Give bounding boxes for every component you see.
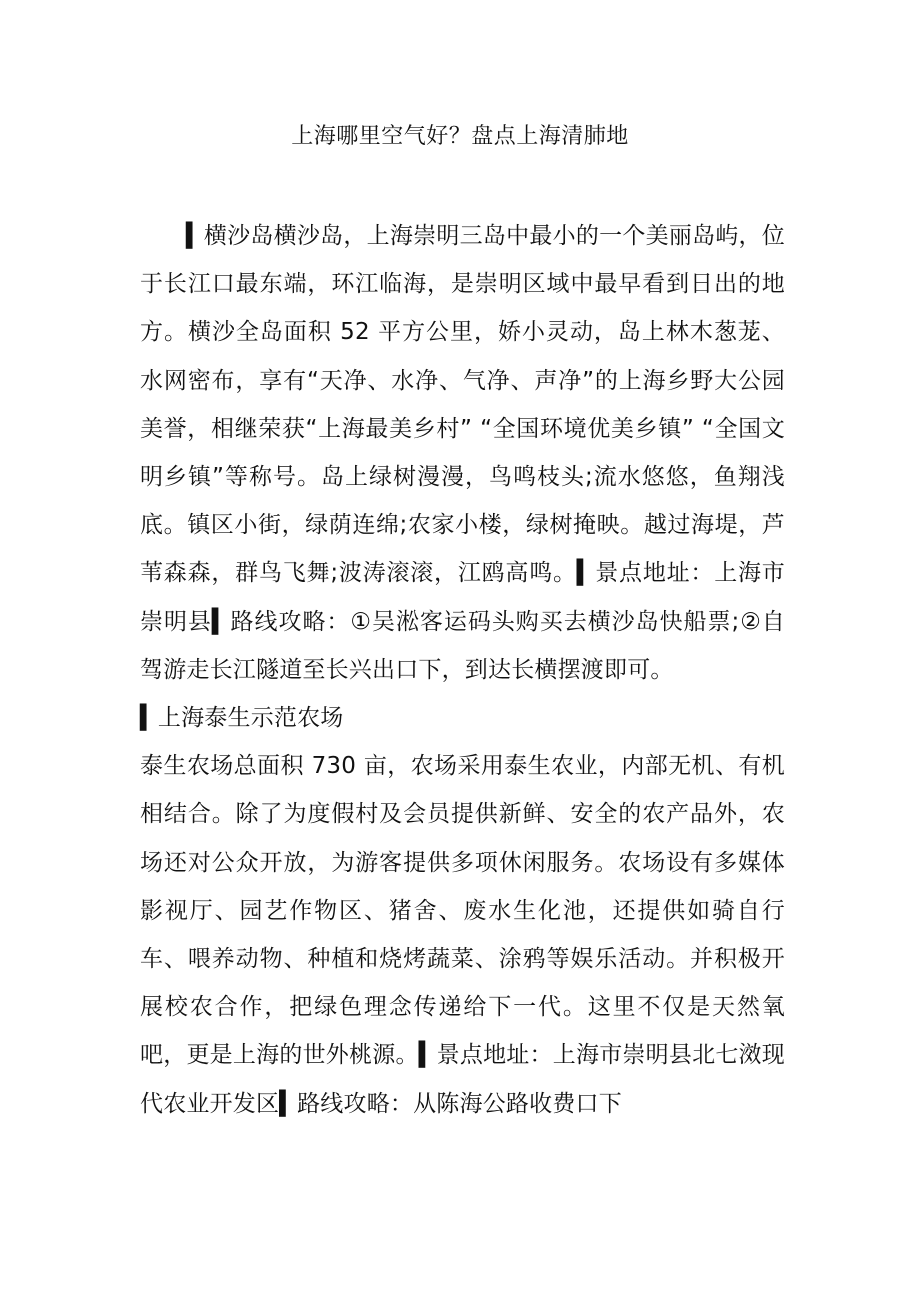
- paragraph-hengsha-island: ▍横沙岛横沙岛，上海崇明三岛中最小的一个美丽岛屿，位于长江口最东端，环江临海，是崇明区域中最早看到日出的地方。横沙全岛面积 52 平方公里，娇小灵动，岛上林木葱茏、水网密布，享有“天净、水净、气净、声净”的上海乡野大公园美誉，相继荣获“上海最美乡村” “全国环境优美乡镇” “全国文明乡镇”等称号。岛上绿树漫漫，鸟鸣枝头;流水悠悠，鱼翔浅底。镇区小街，绿荫连绵;农家小楼，绿树掩映。越过海堤，芦苇森森，群鸟飞舞;波涛滚滚，江鸥高鸣。▍景点地址：上海市崇明县▍路线攻略：①吴淞客运码头购买去横沙岛快船票;②自驾游走长江隧道至长兴出口下，到达长横摆渡即可。: [140, 223, 785, 683]
- paragraph-taisheng-farm: 泰生农场总面积 730 亩，农场采用泰生农业，内部无机、有机相结合。除了为度假村及会员提供新鲜、安全的农产品外，农场还对公众开放，为游客提供多项休闲服务。农场设有多媒体影视厅、园艺作物区、猪舍、废水生化池，还提供如骑自行车、喂养动物、种植和烧烤蔬菜、涂鸦等娱乐活动。并积极开展校农合作，把绿色理念传递给下一代。这里不仅是天然氧吧，更是上海的世外桃源。▍景点地址：上海市崇明县北七滧现代农业开发区▍路线攻略：从陈海公路收费口下: [140, 753, 785, 1117]
- document-body: [140, 212, 785, 1128]
- document-title: 上海哪里空气好？盘点上海清肺地: [291, 124, 629, 149]
- section-heading-taisheng-farm: ▍上海泰生示范农场: [140, 705, 344, 732]
